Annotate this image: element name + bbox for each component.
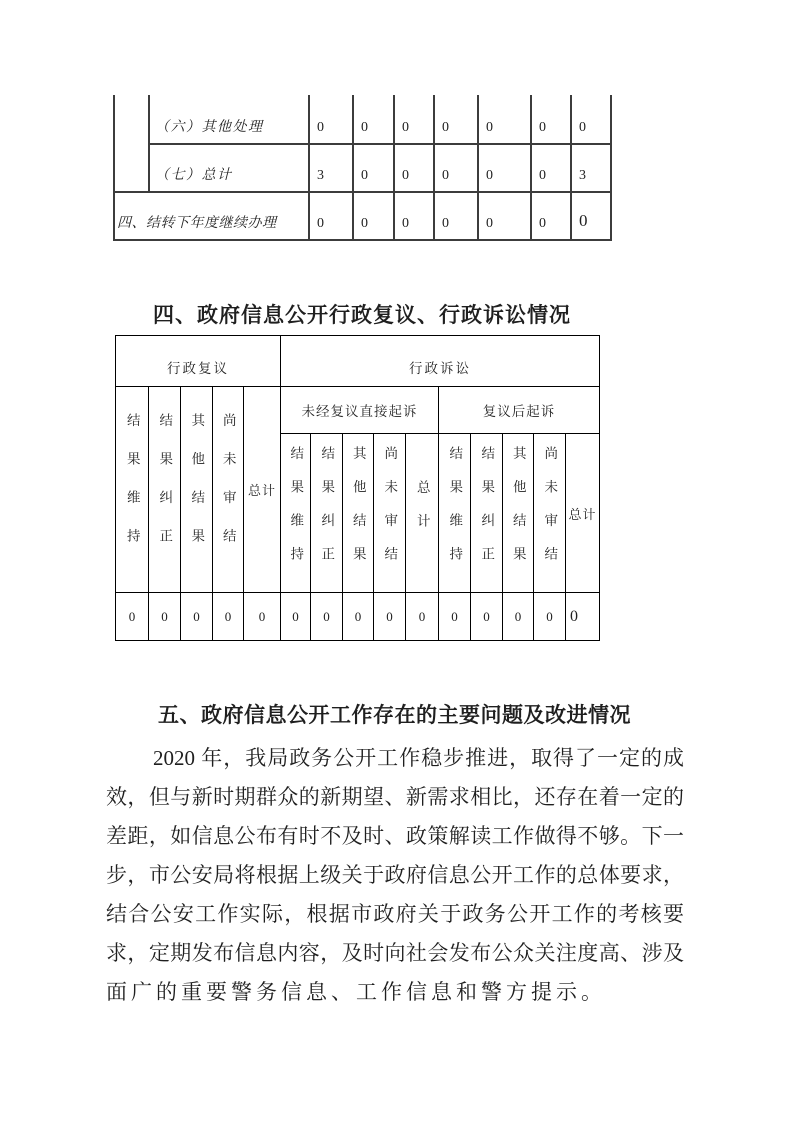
value-cell: 0 xyxy=(394,95,434,144)
row-label: 四、结转下年度继续办理 xyxy=(114,192,309,240)
column-header-other-result: 其他结果 xyxy=(181,387,213,593)
value-cell: 0 xyxy=(571,192,611,240)
review-litigation-table xyxy=(115,335,600,641)
column-header-result-corrected: 结果纠正 xyxy=(471,434,503,593)
column-header-result-corrected: 结果纠正 xyxy=(149,387,181,593)
column-header-pending: 尚未审结 xyxy=(534,434,566,593)
column-header-direct-total: 总计 xyxy=(406,434,439,593)
value-cell: 0 xyxy=(343,593,374,641)
column-header-result-upheld: 结果维持 xyxy=(281,434,311,593)
paragraph-line: 2020 年，我局政务公开工作稳步推进，取得了一定的成 xyxy=(153,746,684,770)
value-cell: 0 xyxy=(534,593,566,641)
value-cell: 0 xyxy=(503,593,534,641)
empty-side-cell xyxy=(114,95,149,192)
row-label: （七）总计 xyxy=(149,144,309,192)
value-cell: 0 xyxy=(406,593,439,641)
value-cell: 0 xyxy=(531,144,571,192)
value-cell: 0 xyxy=(394,144,434,192)
paragraph-line: 求，定期发布信息内容，及时向社会发布公众关注度高、涉及 xyxy=(106,941,684,965)
value-cell: 0 xyxy=(311,593,343,641)
value-cell: 0 xyxy=(434,95,478,144)
value-cell: 0 xyxy=(478,192,531,240)
table-row xyxy=(114,144,611,192)
value-cell: 0 xyxy=(571,95,611,144)
value-cell: 0 xyxy=(309,95,353,144)
value-cell: 0 xyxy=(213,593,244,641)
value-cell: 0 xyxy=(244,593,281,641)
column-header-result-upheld: 结果维持 xyxy=(116,387,149,593)
carryover-table xyxy=(113,95,612,241)
row-label: （六）其他处理 xyxy=(149,95,309,144)
column-header-other-result: 其他结果 xyxy=(503,434,534,593)
column-header-result-upheld: 结果维持 xyxy=(439,434,471,593)
value-cell: 0 xyxy=(353,192,394,240)
value-cell: 0 xyxy=(566,593,600,641)
paragraph-line: 步，市公安局将根据上级关于政府信息公开工作的总体要求， xyxy=(106,863,684,887)
column-header-pending: 尚未审结 xyxy=(374,434,406,593)
column-header-pending: 尚未审结 xyxy=(213,387,244,593)
column-header-overall-total: 总计 xyxy=(566,434,600,593)
value-cell: 0 xyxy=(471,593,503,641)
section-five-paragraph xyxy=(106,739,684,1012)
value-cell: 0 xyxy=(434,192,478,240)
value-cell: 3 xyxy=(309,144,353,192)
value-cell: 0 xyxy=(439,593,471,641)
value-cell: 0 xyxy=(434,144,478,192)
value-cell: 0 xyxy=(478,95,531,144)
table-row xyxy=(114,95,611,144)
value-cell: 0 xyxy=(149,593,181,641)
value-cell: 0 xyxy=(394,192,434,240)
direct-suit-subgroup-header: 未经复议直接起诉 xyxy=(281,387,439,434)
group-header-row xyxy=(116,336,600,387)
paragraph-line: 差距，如信息公布有时不及时、政策解读工作做得不够。下一 xyxy=(106,824,684,848)
column-header-review-total: 总计 xyxy=(244,387,281,593)
subgroup-header-row xyxy=(116,387,600,434)
column-header-result-corrected: 结果纠正 xyxy=(311,434,343,593)
table-row xyxy=(114,192,611,240)
value-cell: 0 xyxy=(181,593,213,641)
value-cell: 0 xyxy=(478,144,531,192)
litigation-group-header: 行政诉讼 xyxy=(281,336,600,387)
value-cell: 0 xyxy=(374,593,406,641)
section-four-heading: 四、政府信息公开行政复议、行政诉讼情况 xyxy=(153,303,571,327)
column-header-other-result: 其他结果 xyxy=(343,434,374,593)
paragraph-line: 面广的重要警务信息、工作信息和警方提示。 xyxy=(106,980,606,1004)
data-row xyxy=(116,593,600,641)
after-review-subgroup-header: 复议后起诉 xyxy=(439,387,600,434)
value-cell: 3 xyxy=(571,144,611,192)
review-group-header: 行政复议 xyxy=(116,336,281,387)
value-cell: 0 xyxy=(531,192,571,240)
section-five-heading: 五、政府信息公开工作存在的主要问题及改进情况 xyxy=(158,703,631,727)
value-cell: 0 xyxy=(309,192,353,240)
value-cell: 0 xyxy=(281,593,311,641)
paragraph-line: 结合公安工作实际，根据市政府关于政务公开工作的考核要 xyxy=(106,902,684,926)
paragraph-line: 效，但与新时期群众的新期望、新需求相比，还存在着一定的 xyxy=(106,785,684,809)
value-cell: 0 xyxy=(353,144,394,192)
value-cell: 0 xyxy=(531,95,571,144)
value-cell: 0 xyxy=(116,593,149,641)
value-cell: 0 xyxy=(353,95,394,144)
